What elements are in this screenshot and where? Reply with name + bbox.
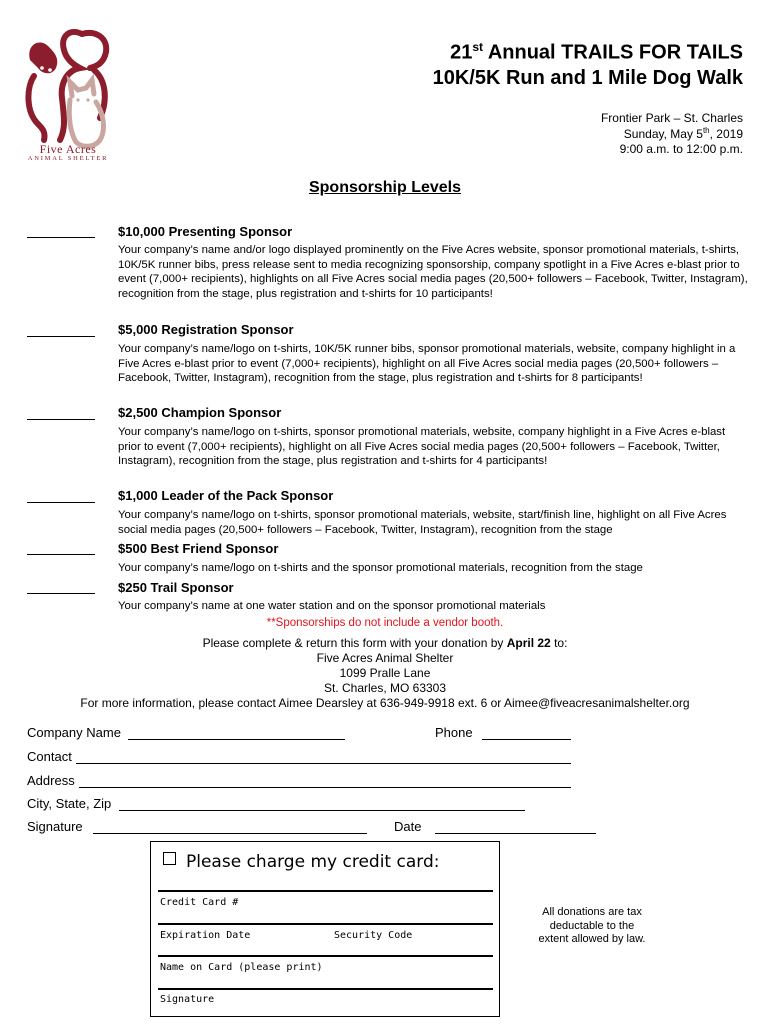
level-name: $5,000 Registration Sponsor [118,322,294,337]
logo-subtitle: ANIMAL SHELTER [27,155,109,162]
level-checkbox-line[interactable] [27,593,95,594]
phone-label: Phone [435,725,473,740]
return-city: St. Charles, MO 63303 [323,681,447,695]
level-checkbox-line[interactable] [27,502,95,503]
address-label: Address [27,773,75,788]
company-name-label: Company Name [27,725,121,740]
level-name: $500 Best Friend Sponsor [118,541,279,556]
date-label: Date [394,819,422,834]
name-on-card-label: Name on Card (please print) [160,962,323,973]
return-instructions: Please complete & return this form with your donation by April 22 to: [202,636,568,650]
phone-field[interactable] [482,739,571,740]
company-name-field[interactable] [128,739,345,740]
level-description: Your company’s name/logo on t-shirts, sponsor promotional materials, website, start/finish line, highlight on all Five Acres social media pages (20,500+ followers – Facebook, Twitter, Instagram), recognition from the stage [118,509,727,536]
contact-label: Contact [27,749,72,764]
level-description: Your company’s name and/or logo displayed prominently on the Five Acres website, sponsor promotional materials, t-shirts, 10K/5K runner bibs, press release sent to media recognizing sponsorship, company spotlight in a Five Acres e-blast prior to event (7,000+ recipients), highlights on all Five Acres social media pages (20,500+ followers – Facebook, Twitter, Instagram), recognition from the stage, plus registration and t-shirts for 10 participants! [118,244,748,300]
charge-card-label: Please charge my credit card: [186,852,440,872]
level-name: $1,000 Leader of the Pack Sponsor [118,488,334,503]
return-street: 1099 Pralle Lane [339,666,431,680]
level-description: Your company’s name/logo on t-shirts, 10K/5K runner bibs, sponsor promotional materials, website, company highlight in a Five Acres e-blast prior to event (7,000+ recipients), highlight on all Five Acres social media pages (20,500+ followers – Facebook, Twitter, Instagram), recognition from the stage, plus registration and t-shirts for 8 participants! [118,343,736,385]
level-name: $2,500 Champion Sponsor [118,405,282,420]
level-name: $250 Trail Sponsor [118,580,234,595]
card-signature-label: Signature [160,994,215,1005]
card-number-field[interactable] [158,923,493,925]
city-state-zip-label: City, State, Zip [27,796,112,811]
level-description: Your company’s name at one water station and on the sponsor promotional materials [118,600,546,612]
cc-divider [158,890,493,892]
level-checkbox-line[interactable] [27,554,95,555]
name-on-card-field[interactable] [158,988,493,990]
expiration-label: Expiration Date [160,930,251,941]
return-org: Five Acres Animal Shelter [316,651,454,665]
signature-label: Signature [27,819,83,834]
card-number-label: Credit Card # [160,897,239,908]
level-name: $10,000 Presenting Sponsor [118,224,293,239]
level-description: Your company’s name/logo on t-shirts, sponsor promotional materials, website, company highlight in a Five Acres e-blast prior to event (7,000+ recipients), highlight on all Five Acres social media pages (20,500+ followers – Facebook, Twitter, Instagram), recognition from the stage, plus registration and t-shirts for 4 participants! [118,426,726,468]
sponsorship-heading: Sponsorship Levels [308,179,462,196]
level-description: Your company’s name/logo on t-shirts and the sponsor promotional materials, recognition from the stage [118,562,643,574]
contact-field[interactable] [76,763,571,764]
event-time: 9:00 a.m. to 12:00 p.m. [619,142,743,156]
event-date: Sunday, May 5th, 2019 [623,126,743,141]
signature-field[interactable] [93,833,367,834]
event-title-line1: 21st Annual TRAILS FOR TAILS [450,40,743,64]
city-state-zip-field[interactable] [119,810,525,811]
charge-card-checkbox[interactable] [163,852,176,865]
security-code-label: Security Code [334,930,413,941]
contact-info: For more information, please contact Aimee Dearsley at 636-949-9918 ext. 6 or Aimee@fiveacresanimalshelter.org [80,696,690,710]
event-location: Frontier Park – St. Charles [600,111,743,125]
address-field[interactable] [79,787,571,788]
level-checkbox-line[interactable] [27,336,95,337]
logo-wordmark: Five Acres [39,142,97,156]
date-field[interactable] [435,833,596,834]
expiration-security-field[interactable] [158,955,493,957]
vendor-booth-note: **Sponsorships do not include a vendor booth. [266,617,504,629]
tax-deductible-note: All donations are tax deductable to the extent allowed by law. [538,906,646,945]
level-checkbox-line[interactable] [27,419,95,420]
level-checkbox-line[interactable] [27,237,95,238]
event-title-line2: 10K/5K Run and 1 Mile Dog Walk [432,67,743,89]
